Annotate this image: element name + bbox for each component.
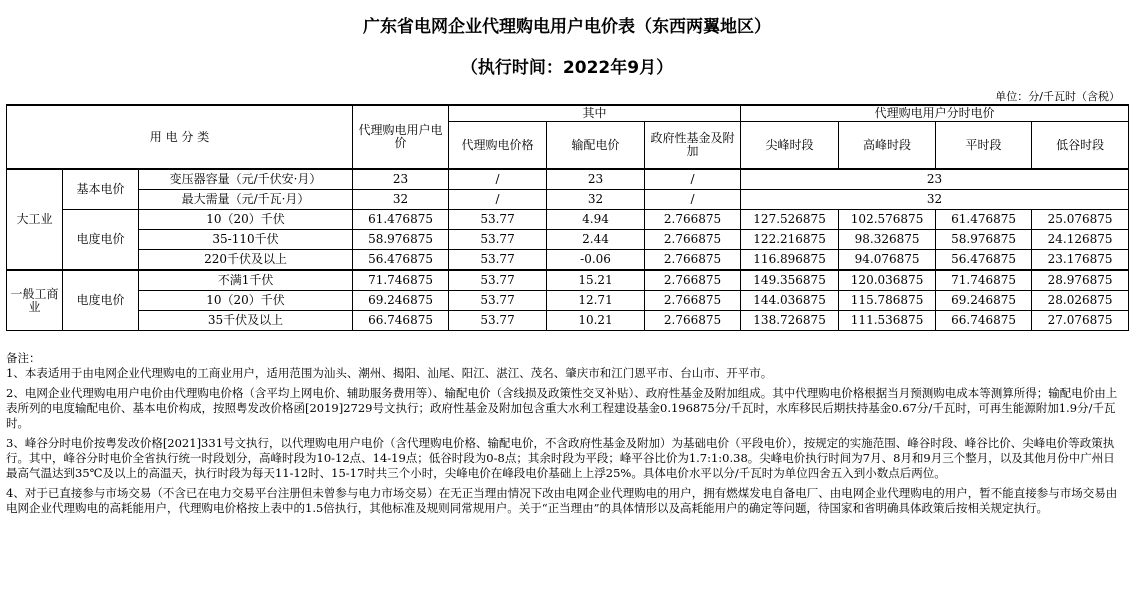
row-label: 最大需量（元/千瓦·月） xyxy=(139,190,353,210)
group-energy-price: 电度电价 xyxy=(63,210,139,271)
group-energy-price-general: 电度电价 xyxy=(63,270,139,331)
cell-peak-sharp: 122.216875 xyxy=(741,230,839,250)
cell-transmission: 23 xyxy=(547,169,645,190)
cell-purchase-price: 53.77 xyxy=(449,291,547,311)
cell-peak-sharp: 116.896875 xyxy=(741,250,839,271)
price-table xyxy=(6,104,1129,331)
notes-heading: 备注： xyxy=(6,351,41,365)
cell-flat: 66.746875 xyxy=(936,311,1032,331)
note-2: 2、电网企业代理购电用户电价由代理购电价格（含平均上网电价、辅助服务费用等）、输配电价（含线损及政策性交叉补贴）、政府性基金及附加组成。其中代理购电价格根据当月预测购电成本等测算所得；输配电价由上表所列的电度输配电价、基本电价构成，按照粤发改价格函[2019]2729号文执行；政府性基金及附加包含重大水利工程建设基金0.196875分/千瓦时，水库移民后期扶持基金0.67分/千瓦时，可再生能源附加1.9分/千瓦时。 xyxy=(6,386,1118,430)
cell-valley: 25.076875 xyxy=(1032,210,1129,230)
cell-valley: 24.126875 xyxy=(1032,230,1129,250)
cell-peak: 115.786875 xyxy=(839,291,936,311)
cell-purchase-price: / xyxy=(449,169,547,190)
cell-purchase-price: 53.77 xyxy=(449,230,547,250)
header-flat: 平时段 xyxy=(936,122,1032,170)
cell-valley: 27.076875 xyxy=(1032,311,1129,331)
cell-tou-merged: 23 xyxy=(741,169,1129,190)
cell-fund: 2.766875 xyxy=(645,291,741,311)
cell-agent-price: 23 xyxy=(353,169,449,190)
group-general: 一般工商业 xyxy=(7,270,63,331)
cell-fund: 2.766875 xyxy=(645,210,741,230)
cell-peak-sharp: 149.356875 xyxy=(741,270,839,291)
cell-purchase-price: 53.77 xyxy=(449,270,547,291)
note-3: 3、峰谷分时电价按粤发改价格[2021]331号文执行，以代理购电用户电价（含代理购电价格、输配电价，不含政府性基金及附加）为基础电价（平段电价），按规定的实施范围、峰谷时段、峰谷比价、尖峰电价等政策执行。其中，峰谷分时电价全省执行统一时段划分，高峰时段为10-12点、14-19点；低谷时段为0-8点；其余时段为平段；峰平谷比价为1.7:1:0.38。尖峰电价执行时间为7月、8月和9月三个整月，以及其他月份中广州日最高气温达到35℃及以上的高温天，执行时段为每天11-12时、15-17时共三个小时，尖峰电价在峰段电价基础上上浮25%。具体电价水平以分/千瓦时为单位四舍五入到小数点后两位。 xyxy=(6,436,1115,480)
cell-peak-sharp: 144.036875 xyxy=(741,291,839,311)
note-1: 1、本表适用于由电网企业代理购电的工商业用户，适用范围为汕头、潮州、揭阳、汕尾、阳江、湛江、茂名、肇庆市和江门恩平市、台山市、开平市。 xyxy=(6,366,773,380)
cell-purchase-price: 53.77 xyxy=(449,210,547,230)
notes-section xyxy=(6,351,1122,516)
cell-transmission: 4.94 xyxy=(547,210,645,230)
cell-flat: 58.976875 xyxy=(936,230,1032,250)
cell-peak: 111.536875 xyxy=(839,311,936,331)
cell-agent-price: 61.476875 xyxy=(353,210,449,230)
cell-flat: 71.746875 xyxy=(936,270,1032,291)
header-fund: 政府性基金及附加 xyxy=(645,122,741,170)
cell-purchase-price: / xyxy=(449,190,547,210)
header-transmission: 输配电价 xyxy=(547,122,645,170)
header-agent-price: 代理购电用户电价 xyxy=(353,105,449,169)
page-subtitle: （执行时间：2022年9月） xyxy=(460,58,674,78)
cell-flat: 61.476875 xyxy=(936,210,1032,230)
cell-fund: 2.766875 xyxy=(645,230,741,250)
row-label: 不满1千伏 xyxy=(139,270,353,291)
cell-tou-merged: 32 xyxy=(741,190,1129,210)
cell-fund: 2.766875 xyxy=(645,270,741,291)
cell-peak-sharp: 127.526875 xyxy=(741,210,839,230)
cell-peak: 102.576875 xyxy=(839,210,936,230)
cell-transmission: 15.21 xyxy=(547,270,645,291)
cell-transmission: 10.21 xyxy=(547,311,645,331)
cell-agent-price: 66.746875 xyxy=(353,311,449,331)
cell-transmission: 2.44 xyxy=(547,230,645,250)
cell-fund: / xyxy=(645,169,741,190)
cell-fund: / xyxy=(645,190,741,210)
cell-peak: 98.326875 xyxy=(839,230,936,250)
cell-fund: 2.766875 xyxy=(645,311,741,331)
cell-transmission: -0.06 xyxy=(547,250,645,271)
cell-agent-price: 69.246875 xyxy=(353,291,449,311)
cell-agent-price: 71.746875 xyxy=(353,270,449,291)
cell-valley: 23.176875 xyxy=(1032,250,1129,271)
cell-flat: 69.246875 xyxy=(936,291,1032,311)
cell-agent-price: 32 xyxy=(353,190,449,210)
header-valley: 低谷时段 xyxy=(1032,122,1129,170)
row-label: 220千伏及以上 xyxy=(139,250,353,271)
cell-fund: 2.766875 xyxy=(645,250,741,271)
unit-label: 单位：分/千瓦时（含税） xyxy=(995,90,1120,103)
header-peak-sharp: 尖峰时段 xyxy=(741,122,839,170)
cell-agent-price: 58.976875 xyxy=(353,230,449,250)
header-category: 用 电 分 类 xyxy=(7,105,353,169)
header-tou-group: 代理购电用户分时电价 xyxy=(741,105,1129,122)
row-label: 35千伏及以上 xyxy=(139,311,353,331)
row-label: 35-110千伏 xyxy=(139,230,353,250)
group-large-industry: 大工业 xyxy=(7,169,63,270)
cell-peak: 94.076875 xyxy=(839,250,936,271)
header-among: 其中 xyxy=(449,105,741,122)
row-label: 10（20）千伏 xyxy=(139,291,353,311)
group-basic-price: 基本电价 xyxy=(63,169,139,210)
cell-peak-sharp: 138.726875 xyxy=(741,311,839,331)
cell-peak: 120.036875 xyxy=(839,270,936,291)
cell-agent-price: 56.476875 xyxy=(353,250,449,271)
header-peak: 高峰时段 xyxy=(839,122,936,170)
page-title: 广东省电网企业代理购电用户电价表（东西两翼地区） xyxy=(363,17,771,37)
note-4: 4、对于已直接参与市场交易（不含已在电力交易平台注册但未曾参与电力市场交易）在无正当理由情况下改由电网企业代理购电的用户，拥有燃煤发电自备电厂、由电网企业代理购电的用户，暂不能直接参与市场交易由电网企业代理购电的高耗能用户，代理购电价格按上表中的1.5倍执行，其他标准及规则同常规用户。关于“正当理由”的具体情形以及高耗能用户的确定等问题，待国家和省明确具体政策后按相关规定执行。 xyxy=(6,486,1118,515)
cell-transmission: 12.71 xyxy=(547,291,645,311)
cell-transmission: 32 xyxy=(547,190,645,210)
header-purchase-price: 代理购电价格 xyxy=(449,122,547,170)
cell-purchase-price: 53.77 xyxy=(449,250,547,271)
cell-flat: 56.476875 xyxy=(936,250,1032,271)
cell-valley: 28.976875 xyxy=(1032,270,1129,291)
row-label: 变压器容量（元/千伏安·月） xyxy=(139,169,353,190)
cell-purchase-price: 53.77 xyxy=(449,311,547,331)
cell-valley: 28.026875 xyxy=(1032,291,1129,311)
row-label: 10（20）千伏 xyxy=(139,210,353,230)
